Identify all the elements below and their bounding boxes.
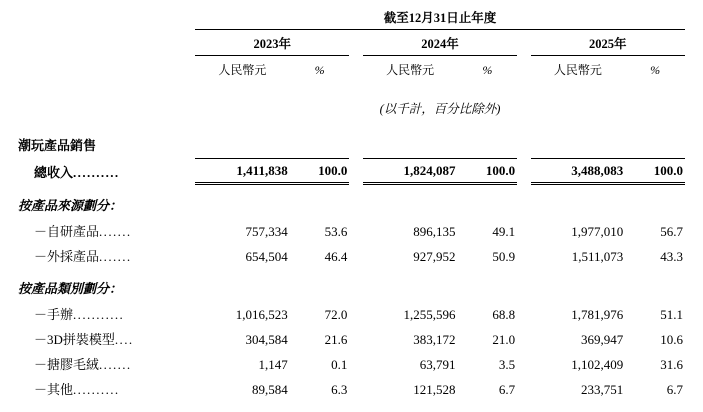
row-gap-7 xyxy=(349,301,362,326)
row-gap-1 xyxy=(349,159,362,184)
section-title-by-category: 按產品類別劃分： xyxy=(18,281,123,296)
row-gap-10 xyxy=(517,326,530,351)
cell-others-2024-percent: 6.7 xyxy=(498,382,516,397)
cell-total-revenue-2024-percent: 100.0 xyxy=(457,159,517,184)
header-subcol-row xyxy=(18,56,685,86)
subheader-gap-2 xyxy=(517,56,530,86)
section-title-row-1 xyxy=(18,184,685,219)
row-gap-12 xyxy=(517,351,530,376)
subheader-percent-2024: % xyxy=(482,63,493,77)
row-label-total-revenue: 總收入.......... xyxy=(34,164,120,180)
cell-externally-sourced-2023-amount: 654,504 xyxy=(245,249,288,264)
cell-plush-2025-amount: 1,102,409 xyxy=(571,357,624,372)
table-row-figures xyxy=(18,301,685,326)
subheader-percent-2025: % xyxy=(650,63,661,77)
cell-figures-2023-percent: 72.0 xyxy=(324,307,348,322)
row-gap-11 xyxy=(349,351,362,376)
header-period-row xyxy=(18,8,685,30)
cell-externally-sourced-2024-percent: 50.9 xyxy=(492,249,516,264)
row-gap-8 xyxy=(517,301,530,326)
cell-total-revenue-2025-percent: 100.0 xyxy=(625,159,685,184)
header-empty-cell xyxy=(18,8,195,30)
year-heading-2023: 2023年 xyxy=(195,30,349,56)
subheader-currency-2023: 人民幣元 xyxy=(218,63,267,77)
cell-externally-sourced-2024-amount: 927,952 xyxy=(413,249,456,264)
row-label-self-developed: －自研產品....... xyxy=(34,224,132,239)
cell-plush-2023-percent: 0.1 xyxy=(331,357,348,372)
period-title: 截至12月31日止年度 xyxy=(195,8,685,30)
year-gap-1 xyxy=(349,30,362,56)
cell-self-developed-2024-amount: 896,135 xyxy=(413,224,456,239)
cell-others-2024-amount: 121,528 xyxy=(413,382,456,397)
cell-plush-2025-percent: 31.6 xyxy=(660,357,683,372)
cell-others-2023-percent: 6.3 xyxy=(331,382,348,397)
cell-externally-sourced-2025-percent: 43.3 xyxy=(660,249,683,264)
unit-note: (以千計，百分比除外) xyxy=(379,102,501,116)
cell-3d-models-2023-percent: 21.6 xyxy=(324,332,348,347)
row-gap-2 xyxy=(517,159,530,184)
financial-table xyxy=(18,8,685,401)
row-label-figures: －手辦........... xyxy=(34,307,125,322)
cell-figures-2024-percent: 68.8 xyxy=(492,307,516,322)
cell-self-developed-2023-percent: 53.6 xyxy=(324,224,348,239)
row-gap-6 xyxy=(517,243,530,268)
cell-others-2025-percent: 6.7 xyxy=(666,382,683,397)
section-title-by-source: 按產品來源劃分： xyxy=(18,198,123,213)
cell-figures-2025-percent: 51.1 xyxy=(660,307,683,322)
cell-externally-sourced-2025-amount: 1,511,073 xyxy=(571,249,624,264)
year-heading-2025: 2025年 xyxy=(531,30,685,56)
header-empty-cell-3 xyxy=(18,56,195,86)
header-empty-cell-4 xyxy=(18,85,195,133)
table-row-plush xyxy=(18,351,685,376)
cell-plush-2023-amount: 1,147 xyxy=(258,357,288,372)
table-row-self-developed xyxy=(18,218,685,243)
cell-total-revenue-2023-percent: 100.0 xyxy=(290,159,350,184)
cell-plush-2024-amount: 63,791 xyxy=(419,357,456,372)
section-title-row-2 xyxy=(18,268,685,301)
subheader-percent-2023: % xyxy=(314,63,325,77)
cell-plush-2024-percent: 3.5 xyxy=(498,357,516,372)
row-gap-9 xyxy=(349,326,362,351)
cell-others-2025-amount: 233,751 xyxy=(580,382,624,397)
table-row-externally-sourced xyxy=(18,243,685,268)
cell-3d-models-2025-amount: 369,947 xyxy=(580,332,624,347)
cell-figures-2023-amount: 1,016,523 xyxy=(235,307,288,322)
cell-externally-sourced-2023-percent: 46.4 xyxy=(324,249,348,264)
row-gap-13 xyxy=(349,376,362,401)
header-year-row xyxy=(18,30,685,56)
row-gap-3 xyxy=(349,218,362,243)
year-gap-2 xyxy=(517,30,530,56)
subheader-gap-1 xyxy=(349,56,362,86)
cell-figures-2025-amount: 1,781,976 xyxy=(571,307,624,322)
row-gap-4 xyxy=(517,218,530,243)
cell-self-developed-2025-percent: 56.7 xyxy=(660,224,683,239)
subheader-currency-2024: 人民幣元 xyxy=(386,63,435,77)
unit-note-row xyxy=(18,85,685,133)
year-heading-2024: 2024年 xyxy=(363,30,517,56)
row-label-others: －其他.......... xyxy=(34,382,120,397)
cell-3d-models-2025-percent: 10.6 xyxy=(660,332,683,347)
header-empty-cell-2 xyxy=(18,30,195,56)
section-title-row-0 xyxy=(18,133,685,159)
cell-3d-models-2023-amount: 304,584 xyxy=(245,332,288,347)
cell-total-revenue-2023-amount: 1,411,838 xyxy=(195,159,290,184)
cell-total-revenue-2024-amount: 1,824,087 xyxy=(363,159,458,184)
row-label-plush: －搪膠毛絨....... xyxy=(34,357,132,372)
cell-total-revenue-2025-amount: 3,488,083 xyxy=(531,159,626,184)
cell-3d-models-2024-amount: 383,172 xyxy=(413,332,456,347)
cell-self-developed-2025-amount: 1,977,010 xyxy=(571,224,624,239)
cell-figures-2024-amount: 1,255,596 xyxy=(403,307,456,322)
section-title-product-sales: 潮玩產品銷售 xyxy=(18,138,97,153)
cell-others-2023-amount: 89,584 xyxy=(251,382,288,397)
table-row-total-revenue xyxy=(18,159,685,184)
cell-self-developed-2024-percent: 49.1 xyxy=(492,224,516,239)
row-label-3d-models: －3D拼裝模型.... xyxy=(34,332,134,347)
cell-self-developed-2023-amount: 757,334 xyxy=(245,224,288,239)
table-row-3d-models xyxy=(18,326,685,351)
subheader-currency-2025: 人民幣元 xyxy=(553,63,602,77)
row-gap-14 xyxy=(517,376,530,401)
table-row-others xyxy=(18,376,685,401)
row-label-externally-sourced: －外採產品....... xyxy=(34,249,132,264)
row-gap-5 xyxy=(349,243,362,268)
cell-3d-models-2024-percent: 21.0 xyxy=(492,332,516,347)
